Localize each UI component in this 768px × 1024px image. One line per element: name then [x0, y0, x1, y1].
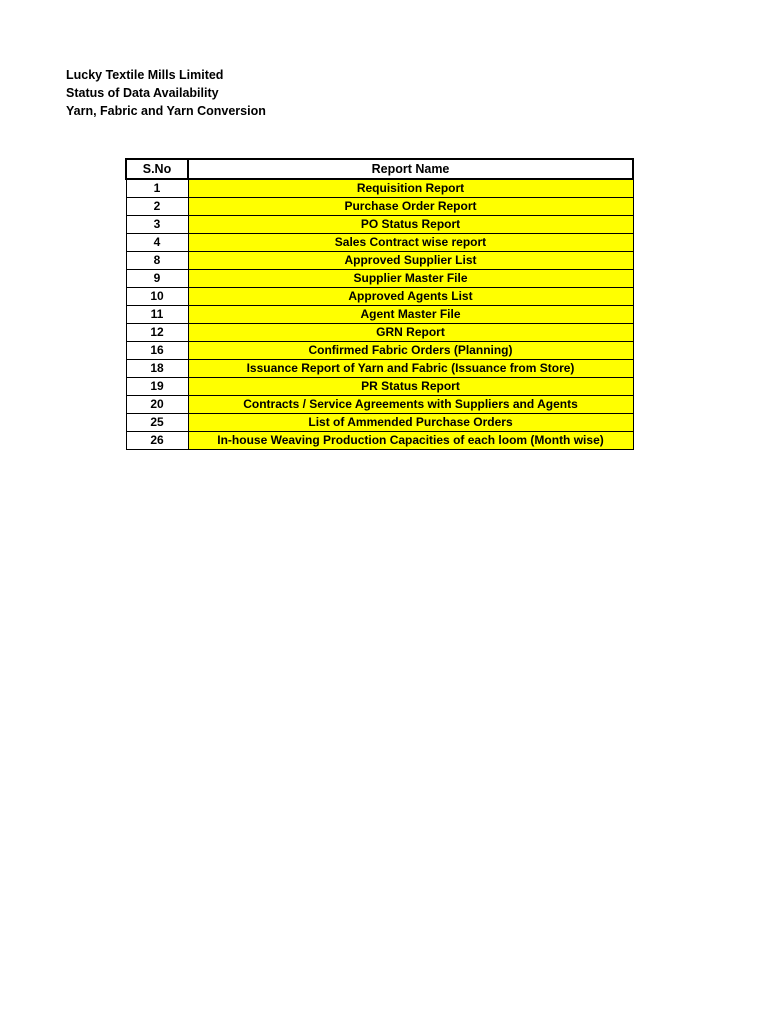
column-header-report-name: Report Name: [188, 159, 633, 179]
report-name-cell: PO Status Report: [188, 216, 633, 234]
table-row: [126, 179, 633, 198]
company-name: Lucky Textile Mills Limited: [66, 68, 224, 82]
report-name-cell: Contracts / Service Agreements with Suppliers and Agents: [188, 396, 633, 414]
document-header: [66, 66, 266, 120]
table-row: [126, 324, 633, 342]
report-name-cell: Issuance Report of Yarn and Fabric (Issuance from Store): [188, 360, 633, 378]
document-title: Status of Data Availability: [66, 86, 219, 100]
sno-cell: 20: [126, 396, 188, 414]
table-row: [126, 432, 633, 450]
sno-cell: 16: [126, 342, 188, 360]
table-row: [126, 198, 633, 216]
report-name-cell: Approved Supplier List: [188, 252, 633, 270]
report-name-cell: Requisition Report: [188, 179, 633, 198]
table-row: [126, 360, 633, 378]
table-row: [126, 396, 633, 414]
report-name-cell: Approved Agents List: [188, 288, 633, 306]
sno-cell: 11: [126, 306, 188, 324]
report-table: [125, 158, 634, 450]
report-name-cell: Agent Master File: [188, 306, 633, 324]
table-row: [126, 234, 633, 252]
report-name-cell: Purchase Order Report: [188, 198, 633, 216]
table-row: [126, 270, 633, 288]
document-subtitle: Yarn, Fabric and Yarn Conversion: [66, 104, 266, 118]
table-row: [126, 306, 633, 324]
table-row: [126, 252, 633, 270]
table-row: [126, 288, 633, 306]
sno-cell: 2: [126, 198, 188, 216]
sno-cell: 12: [126, 324, 188, 342]
sno-cell: 4: [126, 234, 188, 252]
table-row: [126, 216, 633, 234]
report-name-cell: List of Ammended Purchase Orders: [188, 414, 633, 432]
sno-cell: 8: [126, 252, 188, 270]
table-row: [126, 378, 633, 396]
report-name-cell: PR Status Report: [188, 378, 633, 396]
column-header-sno: S.No: [126, 159, 188, 179]
sno-cell: 26: [126, 432, 188, 450]
sno-cell: 19: [126, 378, 188, 396]
report-name-cell: Supplier Master File: [188, 270, 633, 288]
table-row: [126, 342, 633, 360]
sno-cell: 9: [126, 270, 188, 288]
report-name-cell: Sales Contract wise report: [188, 234, 633, 252]
sno-cell: 25: [126, 414, 188, 432]
sno-cell: 18: [126, 360, 188, 378]
sno-cell: 10: [126, 288, 188, 306]
table-header-row: [126, 159, 633, 179]
report-name-cell: GRN Report: [188, 324, 633, 342]
sno-cell: 1: [126, 179, 188, 198]
table-row: [126, 414, 633, 432]
report-name-cell: In-house Weaving Production Capacities of each loom (Month wise): [188, 432, 633, 450]
report-name-cell: Confirmed Fabric Orders (Planning): [188, 342, 633, 360]
sno-cell: 3: [126, 216, 188, 234]
